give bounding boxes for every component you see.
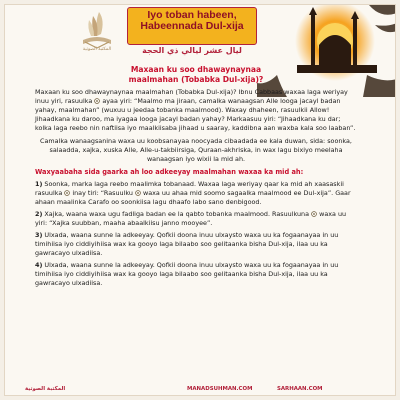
footer-link-sarhaan[interactable]: SARHAAN.COM (277, 386, 323, 392)
paragraph-2: Camalka wanaagsanina waxa uu koobsanayaa noocyada cibaadada ee kala duwan, sida: soonka, salaadda, xajka, xuska Alle, Alle-u-takbiirsiga, Quraan-akhriska, in wax lagu bixiyo meelaha wanaagsan iyo wixii la mid ah. (40, 137, 352, 163)
title-line-2: Habeennada Dul-xija (140, 20, 244, 32)
item-text: Ulxada, waana sunne la adkeeyay. Qofkii doona inuu ulxaysto waxa uu ka fogaanayaa in uu timihiisa iyo ciddiyihiisa wax ka gooyo laga bilaabo soo gelitaanka bisha Dul-xija, ilaa uu ka gawracayo ulxadiisa. (35, 261, 339, 287)
item-number: 3) (35, 231, 43, 239)
title-line-1: Iyo toban habeen, (147, 9, 237, 21)
list-item (35, 231, 357, 258)
section-title-line-2: maalmahan (128, 75, 179, 84)
intro-text-2: ayaa yiri: “Maalmo ma jiraan, camalka wanaagsan Alle looga jacayl badan yahay, maalmahan” (wuxuu u jeedaa tobanka maalmood). Waxay dhaheen, rasuulkii Allow! Jihaadkana ku daroo, ma iyagaa looga jacayl badan yahay? Markaasuu yiri: “Jihaadkana ku dar; kolka laga reebo nin naftiisa iyo maalkiisaba jihaad u saaray, kaddibna aan waxba kala soo laaban”. (35, 97, 356, 132)
item-text: Xajka, waana waxa ugu fadliga badan ee la qabto tobanka maalmood. Rasuulkuna (44, 210, 309, 218)
footer-link-manadsuhman[interactable]: MANADSUHMAN.COM (187, 386, 253, 392)
list-item (35, 180, 357, 207)
footer (5, 385, 396, 396)
subheading: Waxyaabaha sida gaarka ah loo adkeeyay maalmahan waxaa ka mid ah: (35, 168, 304, 176)
section-title (35, 65, 357, 85)
salawat-glyph-icon (64, 190, 70, 196)
item-number: 4) (35, 261, 43, 269)
item-number: 1) (35, 180, 43, 188)
salawat-glyph-icon (135, 190, 141, 196)
section-title-highlight: (Tobabka Dul-xija)? (181, 75, 264, 84)
item-text: waxa uu yiri: “Xajka suubban, maaha abaalkiisu janno mooyee”. (35, 210, 347, 227)
logo-text: المكتبة الصوتية (82, 47, 112, 52)
item-text: Ulxada, waana sunne la adkeeyay. Qofkii doona inuu ulxaysto waxa uu ka fogaanayaa in uu timihiisa iyo ciddiyihiisa wax ka gooyo laga bilaabo soo gelitaanka bisha Dul-xija, ilaa uu ka gawracayo ulxadiisa. (35, 231, 339, 257)
header (5, 5, 396, 61)
title-arabic: ليال عشر ليالي ذي الحجة (142, 46, 242, 55)
item-number: 2) (35, 210, 43, 218)
document-page (4, 4, 396, 396)
item-text: waxa uu ahaa mid soomo sagaalka maalmood ee Dul-xija”. Gaar ahaan maalinka Carafo oo soonkiisa lagu dhaafo labo sano denbigood. (35, 189, 351, 206)
footer-arabic: المكتبة الصوتية (25, 386, 66, 392)
salawat-glyph-icon (311, 211, 317, 217)
item-text: inay tiri: “Rasuulku (72, 189, 133, 197)
article-content (35, 65, 357, 291)
salawat-glyph-icon (94, 98, 100, 104)
intro-text: Maxaan ku soo dhawaynaynaa maalmahan (Tobabka Dul-xija)? Ibnu Cabbaas waxaa laga weriyay inuu yiri, rasuulka (35, 88, 348, 105)
section-title-line-1: Maxaan ku soo dhawaynaynaa (130, 65, 262, 74)
list-item (35, 210, 357, 228)
item-text: Soonka, marka laga reebo maalimka tobanaad. Waxaa laga weriyay qaar ka mid ah xaasaskii rasuulka (35, 180, 344, 197)
title-banner (127, 7, 257, 45)
list-item (35, 261, 357, 288)
intro-paragraph (35, 88, 357, 133)
